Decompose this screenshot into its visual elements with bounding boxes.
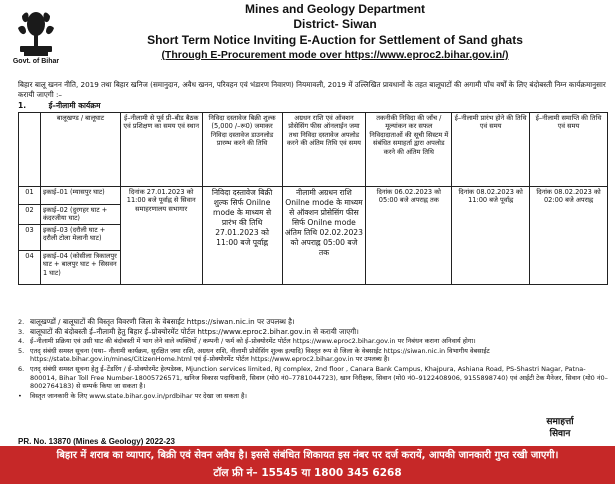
note-item [18, 337, 608, 346]
department-title: Mines and Geology Department [244, 2, 426, 16]
pr-number: PR. No. 13870 (Mines & Geology) 2022-23 [18, 437, 175, 446]
intro-paragraph: बिहार बालू खनन नीति, 2019 तथा बिहार खनिज (समानुदान, अवैध खनन, परिवहन एवं भंडारण निवारण) नियमावली, 2019 में उल्लिखित प्रावधानों के तहत बालूघाटों की अगामी पाँच वर्षों के लिए बंदोबस्ती निम्न कार्यक्रमानुसार करायी जाएगी :– [18, 80, 606, 99]
prohibition-banner [0, 446, 615, 484]
note-item [18, 347, 608, 364]
row-number: 03 [19, 224, 41, 250]
note-text: एतद् संबंधी समस्त सूचना हेतु ई–टेंडरिंग / ई–प्रोक्योरमेंट हेल्पडेस्क, Mjunction services limited, RJ complex, 2nd floor , Canara Bank Campus, Khajpura, Ashiana Road, PS-Shastri Nagar, Patna-800014, Bihar Toll Free Number-18005726571, खनिज विकास पदाधिकारी, सिवान (मो0 नं0–7781044723), खान निरीक्षक, सिवान (मो0 नं0–9122408906, 9155898740) एवं आईटी टेक मैनेजर, सिवान (मो0 नं0–8002764183) से सम्पर्क किया जा सकता है। [30, 364, 608, 391]
banner-message: बिहार में शराब का व्यापार, बिक्री एवं सेवन अवैध है। इससे संबंधित शिकायत इस नंबर पर दर्ज करायें, आपकी जानकारी गुप्त रखी जाएगी। [56, 450, 559, 461]
note-number: 5. [18, 346, 25, 355]
note-text: एतद् संबंधी समस्त सूचना (यथा– नीलामी कार्यक्रम, सुरक्षित जमा राशि, अग्रधन राशि, नीलामी प्रोसेसिंग शुल्क इत्यादि) विस्तृत रूप से जिला के वेबसाईट https://siwan.nic.in विभागीय वेबसाईट https://state.bihar.gov.in/mines/CitizenHome.html एवं ई–प्रोक्योरमेंट पोर्टल https://www.eproc2.bihar.gov.in पर उपलब्ध है। [30, 346, 490, 364]
header-text [90, 2, 580, 62]
col-header-ghat: बालूखण्ड / बालूघाट [40, 113, 120, 187]
emd-text: नीलामी अग्रधन राशि Onilne mode के माध्यम से ऑक्शन प्रोसेसिंग फीस सिर्फ Onilne mode अंतिम तिथि 02.02.2023 को अपराह्न 05:00 बजे तक [284, 188, 363, 257]
note-number: 2. [18, 318, 25, 326]
notice-title: Short Term Notice Inviting E-Auction for Settlement of Sand ghats [147, 33, 523, 47]
signature-title: समाहर्त्ता [546, 417, 574, 427]
note-item [18, 328, 608, 337]
note-text: विस्तृत जानकारी के लिए www.state.bihar.gov.in/prdbihar पर देखा जा सकता है। [30, 391, 247, 400]
col-header-technical: तकनीकी निविदा की जाँच / मूल्यांकन कर सफल निविदादाताओं की सूची सिस्टम में संबंधित समाहर्ता द्वारा अपलोड करने की अंतिम तिथि [366, 113, 452, 187]
signature-place: सिवान [549, 429, 571, 439]
col-header-prebid: ई–नीलामी से पूर्व प्री–बीड बैठक एवं प्रशिक्षण का समय एवं स्थान [120, 113, 202, 187]
table-header-row [19, 113, 608, 187]
section-title [18, 101, 101, 111]
note-text: बालूखण्डों / बालूघाटों की विस्तृत विवरणी जिला के वेबसाईट https://siwan.nic.in पर उपलब्ध है। [30, 317, 295, 326]
section-label: ई–नीलामी कार्यक्रम [48, 101, 101, 110]
doc-download-cell [202, 187, 282, 285]
col-header-doc-download: निविदा दस्तावेज बिक्री शुल्क (5,000 /–रू0) जमाकर निविदा दस्तावेज डाउनलोड प्रारम्भ करने की तिथि [202, 113, 282, 187]
signature-block [520, 416, 600, 440]
section-number: 1. [18, 101, 27, 110]
col-header-no [19, 113, 41, 187]
ghat-name: इकाई–03 (दरौली घाट + दरौली टोला मेलानी घाट) [40, 224, 120, 250]
note-text: बालूघाटों की बंदोबस्ती ई–नीलामी हेतु बिहार ई–प्रोक्योरमेंट पोर्टल https://www.eproc2.bihar.gov.in से करायी जाएगी। [30, 326, 359, 336]
notes-list [18, 318, 608, 401]
emblem-caption: Govt. of Bihar [12, 58, 60, 65]
auction-start-cell: दिनांक 08.02.2023 को 11:00 बजे पूर्वाह्न [452, 187, 530, 285]
ghat-name: इकाई–01 (म्यासपुर घाट) [40, 187, 120, 205]
note-item [18, 365, 608, 391]
notice-header [0, 0, 615, 76]
bihar-emblem-icon [14, 6, 58, 60]
note-bullet: • [18, 391, 22, 400]
prebid-cell: दिनांक 27.01.2023 को 11:00 बजे पूर्वाह्न से सिवान समाहरणालय सभागार [120, 187, 202, 285]
procurement-link[interactable]: (Through E-Procurement mode over https://www.eproc2.bihar.gov.in/) [161, 49, 509, 61]
note-text: ई–नीलामी प्रक्रिया एवं उसी घाट की बंदोबस्ती में भाग लेने वाले व्यक्तियों / कम्पनी / फर्म को ई–प्रोक्योरमेंट पोर्टल https://www.eproc2.bihar.gov.in पर निबंधन कराना अनिवार्य होगा। [30, 337, 476, 346]
note-number: 3. [18, 327, 25, 336]
auction-end-cell: दिनांक 08.02.2023 को 02:00 बजे अपराह्न [530, 187, 608, 285]
toll-free-number: टॉल फ्री नं– 15545 या 1800 345 6268 [213, 467, 402, 479]
auction-schedule-table [18, 112, 608, 285]
note-number: 4. [18, 337, 25, 346]
table-row [19, 187, 608, 205]
note-item [18, 392, 608, 401]
col-header-emd: अग्रधन राशि एवं ऑक्शन प्रोसेसिंग फीस ऑनलाईन जमा तथा निविदा दस्तावेज अपलोड करने की अंतिम तिथि एवं समय [282, 113, 366, 187]
technical-cell: दिनांक 06.02.2023 को 05:00 बजे अपराह्न तक [366, 187, 452, 285]
doc-download-text: निविदा दस्तावेज बिक्री शुल्क सिर्फ Onilne mode के माध्यम से प्रारंभ की तिथि 27.01.2023 को 11:00 बजे पूर्वाह्न [211, 188, 273, 247]
row-number: 01 [19, 187, 41, 205]
ghat-name: इकाई–04 (कोसीला त्रिकालपुर घाट + बालपुर घाट + सिसवन 1 घाट) [40, 250, 120, 284]
ghat-name: इकाई–02 (दुरगहर घाट + कंदरजीया घाट) [40, 205, 120, 225]
col-header-auction-start: ई–नीलामी प्रारंभ होने की तिथि एवं समय [452, 113, 530, 187]
note-number: 6. [18, 364, 25, 373]
district-title: District- Siwan [293, 17, 377, 31]
emd-cell [282, 187, 366, 285]
col-header-auction-end: ई–नीलामी समाप्ति की तिथि एवं समय [530, 113, 608, 187]
note-item [18, 318, 608, 327]
row-number: 02 [19, 205, 41, 225]
row-number: 04 [19, 250, 41, 284]
